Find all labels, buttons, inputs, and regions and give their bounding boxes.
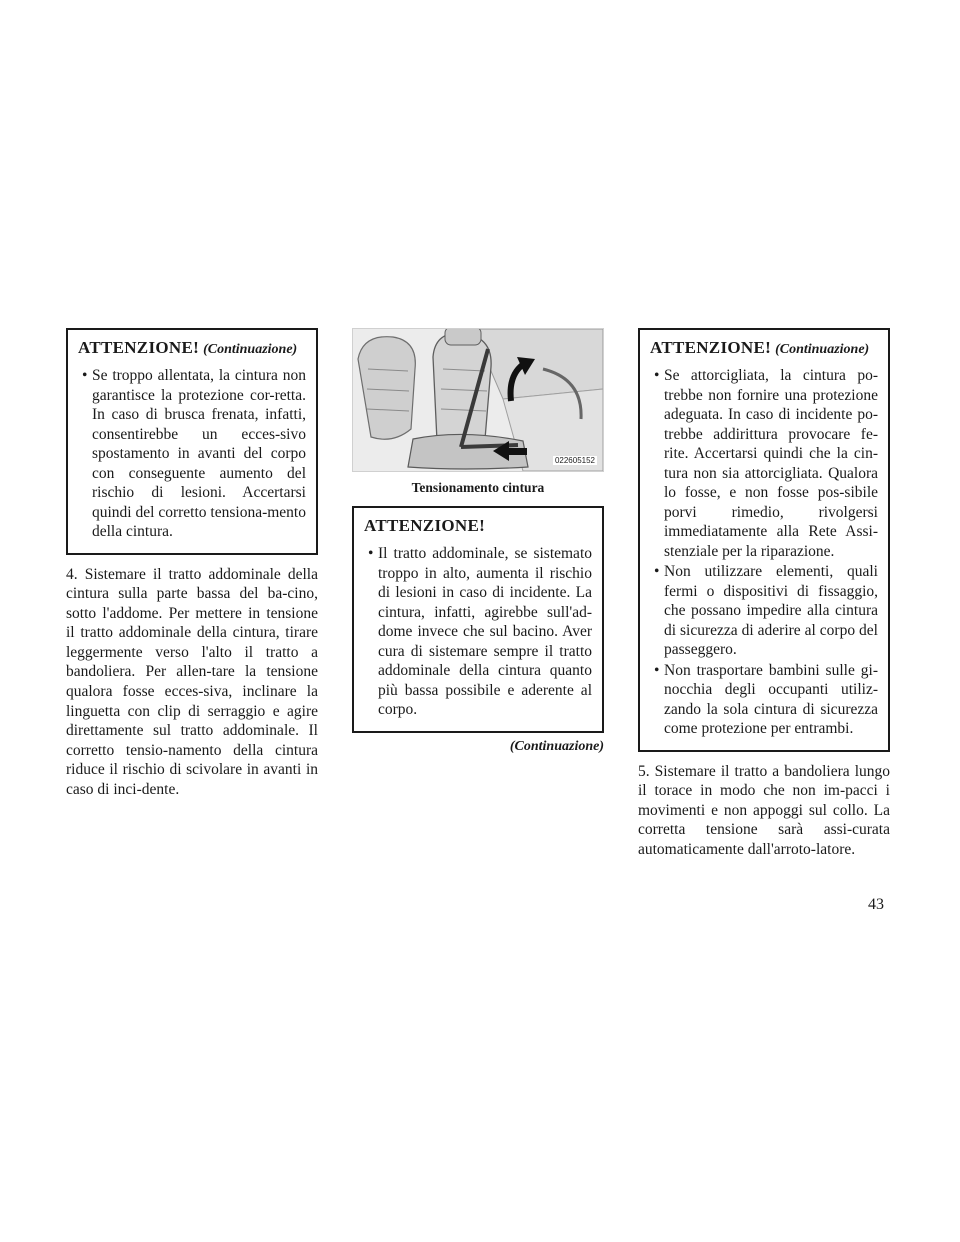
continuation-label: (Continuazione): [203, 342, 298, 357]
warning-item: • Se troppo allentata, la cintura non garantisce la protezione cor-retta. In caso di brusca frenata, infatti, consentirebbe un ecces-sivo spostamento in avanti del corpo con conseguente aumento del rischio di lesioni. Accertarsi quindi del corretto tensiona-mento della cintura.: [78, 366, 306, 542]
warning-box: [352, 506, 604, 733]
figure-code: 022605152: [554, 456, 595, 465]
column-middle: [352, 328, 604, 755]
warning-header: [650, 338, 878, 358]
warning-title: ATTENZIONE!: [650, 338, 772, 357]
warning-box: [638, 328, 890, 752]
instruction-paragraph: 4. Sistemare il tratto addominale della cintura sulla parte bassa del ba-cino, sotto l'addome. Per mettere in tensione il tratto addominale della cintura, tirare leggermente verso l'alto il tratto a bandoliera. Per allen-tare la tensione qualora fosse ecces-siva, inclinare la linguetta con clip di serraggio e agire direttamente sul tratto addominale. Il corretto tensio-namento della cintura riduce il rischio di scivolare in avanti in caso di inci-dente.: [66, 565, 318, 799]
warning-item: • Non utilizzare elementi, quali fermi o dispositivi di fissaggio, che possano impedire alla cintura di sicurezza di aderire al corpo del passeggero.: [650, 562, 878, 660]
page-number: 43: [868, 896, 884, 913]
figure-caption: Tensionamento cintura: [411, 480, 545, 495]
seat-illustration: [353, 329, 603, 471]
warning-title: ATTENZIONE!: [364, 516, 486, 535]
warning-list: [78, 366, 306, 542]
continuation-label: (Continuazione): [509, 738, 604, 754]
warning-box: [66, 328, 318, 555]
column-left: [66, 328, 318, 800]
continuation-label: (Continuazione): [775, 342, 870, 357]
warning-list: [364, 544, 592, 720]
warning-item: • Non trasportare bambini sulle gi-nocchia degli occupanti utiliz-zando la sola cintura di sicurezza come protezione per entrambi.: [650, 661, 878, 739]
warning-header: [78, 338, 306, 358]
warning-item: • Se attorcigliata, la cintura po-trebbe non fornire una protezione adeguata. In caso di incidente po-trebbe addirittura provocare fe-rite. Accertarsi quindi che la cin-tura non sia attorcigliata. Qualora lo fosse, e non fosse pos-sibile porvi rimedio, rivolgersi immediatamente alla Rete Assi-stenziale per la riparazione.: [650, 366, 878, 561]
warning-list: [650, 366, 878, 739]
warning-header: [364, 516, 592, 536]
column-right: [638, 328, 890, 859]
instruction-paragraph: 5. Sistemare il tratto a bandoliera lungo il torace in modo che non im-pacci i movimenti e non appoggi sul collo. La corretta tensione sarà assi-curata automaticamente dall'arroto-latore.: [638, 762, 890, 858]
warning-item: • Il tratto addominale, se sistemato troppo in alto, aumenta il rischio di lesioni in caso di incidente. La cintura, infatti, agirebbe sull'ad-dome invece che sul bacino. Aver cura di sistemare sempre il tratto addominale della cintura quanto più bassa possibile e aderente al corpo.: [364, 544, 592, 720]
warning-title: ATTENZIONE!: [78, 338, 200, 357]
seat-belt-figure: [352, 328, 604, 472]
